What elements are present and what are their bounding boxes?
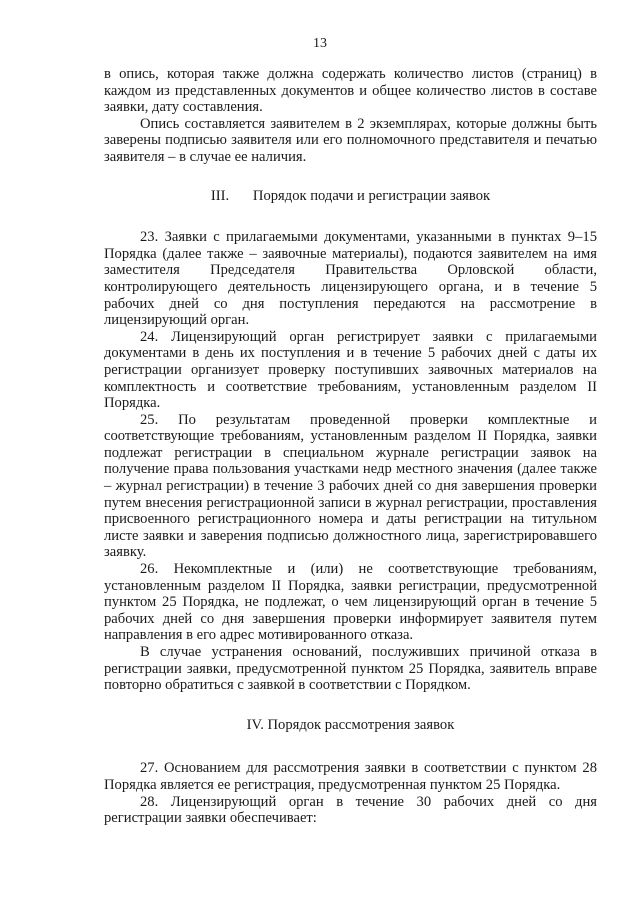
document-body (104, 66, 597, 827)
paragraph-27: 27. Основанием для рассмотрения заявки в соответствии с пунктом 28 Порядка является ее регистрация, предусмотренная пунктом 25 Порядка. (104, 760, 597, 793)
page-number: 13 (313, 36, 327, 51)
paragraph-26-continuation: В случае устранения оснований, послуживших причиной отказа в регистрации заявки, предусмотренной пунктом 25 Порядка, заявитель вправе повторно обратиться с заявкой в соответствии с Порядком. (104, 644, 597, 694)
section-title: Порядок подачи и регистрации заявок (252, 187, 491, 204)
section-heading-4: IV. Порядок рассмотрения заявок (246, 716, 455, 733)
paragraph-25: 25. По результатам проведенной проверки комплектные и соответствующие требованиям, установленным разделом II Порядка, заявки подлежат регистрации в специальном журнале регистрации заявок на получение права пользования участками недр местного значения (далее также – журнал регистрации) в течение 3 рабочих дней со дня завершения проверки путем внесения регистрационной записи в журнал регистрации, проставления присвоенного регистрационного номера и даты регистрации на титульном листе заявки и заверения подписью должностного лица, зарегистрировавшего заявку. (104, 411, 597, 561)
section-number: III. (210, 187, 230, 204)
paragraph-28: 28. Лицензирующий орган в течение 30 рабочих дней со дня регистрации заявки обеспечивает: (104, 793, 597, 827)
paragraph-23: 23. Заявки с прилагаемыми документами, указанными в пунктах 9–15 Порядка (далее также – заявочные материалы), подаются заявителем на имя заместителя Председателя Правительства Орловской области, контролирующего деятельность лицензирующего органа, и в течение 5 рабочих дней со дня поступления передаются на рассмотрение в лицензирующий орган. (104, 229, 597, 329)
paragraph-24: 24. Лицензирующий орган регистрирует заявки с прилагаемыми документами в день их поступления и в течение 5 рабочих дней с даты их регистрации организует проверку поступивших заявочных материалов на комплектность и соответствие требованиям, установленным разделом II Порядка. (104, 328, 597, 412)
paragraph-inventory: Опись составляется заявителем в 2 экземплярах, которые должны быть заверены подписью заявителя или его полномочного представителя и печатью заявителя – в случае ее наличия. (104, 115, 597, 165)
section-heading-3 (104, 188, 597, 205)
paragraph-intro-continuation: в опись, которая также должна содержать количество листов (страниц) в каждом из представленных документов и общее количество листов в составе заявки, дату составления. (104, 66, 597, 116)
paragraph-26: 26. Некомплектные и (или) не соответствующие требованиям, установленным разделом II Порядка, заявки регистрации, предусмотренной пунктом 25 Порядка, не подлежат, о чем лицензирующий орган в течение 5 рабочих дней со дня завершения проверки информирует заявителя путем направления в его адрес мотивированного отказа. (104, 561, 597, 644)
